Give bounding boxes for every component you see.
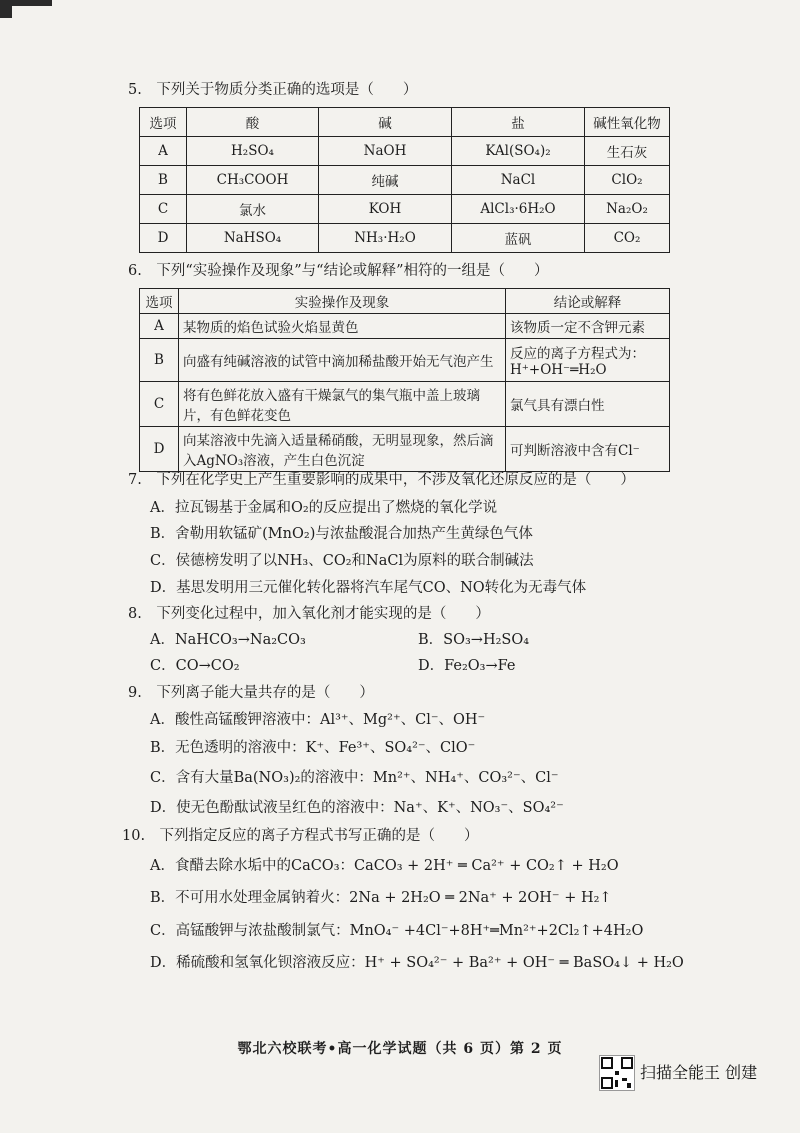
table-cell: NH₃·H₂O xyxy=(319,224,452,253)
table-cell: KAl(SO₄)₂ xyxy=(452,137,585,166)
table-cell: C xyxy=(140,195,187,224)
table-cell: CO₂ xyxy=(585,224,670,253)
q5-stem: 5. 下列关于物质分类正确的选项是（ ） xyxy=(128,82,418,98)
q9-option-d: D．使无色酚酞试液呈红色的溶液中：Na⁺、K⁺、NO₃⁻、SO₄²⁻ xyxy=(150,800,564,816)
q6-stem: 6. 下列“实验操作及现象”与“结论或解释”相符的一组是（ ） xyxy=(128,263,549,279)
table-row xyxy=(140,166,670,195)
table-header: 碱 xyxy=(319,108,452,137)
table-cell: C xyxy=(140,382,179,427)
q10-option-b: B．不可用水处理金属钠着火：2Na + 2H₂O ═ 2Na⁺ + 2OH⁻ + H₂↑ xyxy=(150,890,612,906)
q6-table xyxy=(139,288,670,472)
q8-option-d: D．Fe₂O₃→Fe xyxy=(418,658,516,674)
table-cell: KOH xyxy=(319,195,452,224)
table-cell: 该物质一定不含钾元素 xyxy=(506,314,670,339)
table-header-row xyxy=(140,108,670,137)
table-row xyxy=(140,427,670,472)
table-cell: B xyxy=(140,339,179,382)
table-header-row xyxy=(140,289,670,314)
q10-option-d: D．稀硫酸和氢氧化钡溶液反应：H⁺ + SO₄²⁻ + Ba²⁺ + OH⁻ ═ BaSO₄↓ + H₂O xyxy=(150,955,684,971)
q7-option-b: B．舍勒用软锰矿(MnO₂)与浓盐酸混合加热产生黄绿色气体 xyxy=(150,526,533,542)
table-header: 碱性氧化物 xyxy=(585,108,670,137)
table-cell: Na₂O₂ xyxy=(585,195,670,224)
table-cell: 生石灰 xyxy=(585,137,670,166)
table-cell: NaHSO₄ xyxy=(187,224,319,253)
table-cell: A xyxy=(140,314,179,339)
table-header: 选项 xyxy=(140,108,187,137)
table-header: 选项 xyxy=(140,289,179,314)
q8-stem: 8. 下列变化过程中，加入氧化剂才能实现的是（ ） xyxy=(128,606,490,622)
table-cell: A xyxy=(140,137,187,166)
scan-corner-mark xyxy=(0,0,60,20)
table-cell: ClO₂ xyxy=(585,166,670,195)
table-cell: 向盛有纯碱溶液的试管中滴加稀盐酸开始无气泡产生 xyxy=(179,339,506,382)
scanner-watermark: 扫描全能王 创建 xyxy=(640,1063,758,1082)
q8-option-c: C．CO→CO₂ xyxy=(150,658,240,674)
table-row xyxy=(140,382,670,427)
q10-option-c: C．高锰酸钾与浓盐酸制氯气：MnO₄⁻ +4Cl⁻+8H⁺═Mn²⁺+2Cl₂↑+4H₂O xyxy=(150,923,644,939)
table-row xyxy=(140,224,670,253)
q5-table xyxy=(139,107,670,253)
table-cell: 将有色鲜花放入盛有干燥氯气的集气瓶中盖上玻璃片，有色鲜花变色 xyxy=(179,382,506,427)
table-cell: 向某溶液中先滴入适量稀硝酸，无明显现象，然后滴入AgNO₃溶液，产生白色沉淀 xyxy=(179,427,506,472)
table-cell: 反应的离子方程式为：H⁺+OH⁻═H₂O xyxy=(506,339,670,382)
table-cell: 可判断溶液中含有Cl⁻ xyxy=(506,427,670,472)
table-cell: 氯气具有漂白性 xyxy=(506,382,670,427)
table-cell: 纯碱 xyxy=(319,166,452,195)
table-header: 酸 xyxy=(187,108,319,137)
table-cell: 蓝矾 xyxy=(452,224,585,253)
q7-option-d: D．基思发明用三元催化转化器将汽车尾气CO、NO转化为无毒气体 xyxy=(150,580,587,596)
q7-stem: 7. 下列在化学史上产生重要影响的成果中，不涉及氧化还原反应的是（ ） xyxy=(128,472,635,488)
page-footer: 鄂北六校联考•高一化学试题（共 6 页）第 2 页 xyxy=(237,1041,563,1057)
table-cell: CH₃COOH xyxy=(187,166,319,195)
table-header: 盐 xyxy=(452,108,585,137)
table-cell: D xyxy=(140,427,179,472)
table-cell: NaOH xyxy=(319,137,452,166)
table-row xyxy=(140,195,670,224)
q9-option-c: C．含有大量Ba(NO₃)₂的溶液中：Mn²⁺、NH₄⁺、CO₃²⁻、Cl⁻ xyxy=(150,770,559,786)
q10-stem: 10. 下列指定反应的离子方程式书写正确的是（ ） xyxy=(122,828,479,844)
table-row xyxy=(140,314,670,339)
table-header: 结论或解释 xyxy=(506,289,670,314)
q7-option-a: A．拉瓦锡基于金属和O₂的反应提出了燃烧的氧化学说 xyxy=(150,500,498,516)
q8-option-b: B．SO₃→H₂SO₄ xyxy=(418,632,530,648)
q8-option-a: A．NaHCO₃→Na₂CO₃ xyxy=(150,632,306,648)
table-cell: B xyxy=(140,166,187,195)
table-cell: 氯水 xyxy=(187,195,319,224)
table-cell: D xyxy=(140,224,187,253)
table-cell: NaCl xyxy=(452,166,585,195)
q10-option-a: A．食醋去除水垢中的CaCO₃：CaCO₃ + 2H⁺ ═ Ca²⁺ + CO₂↑ + H₂O xyxy=(150,858,619,874)
q9-option-b: B．无色透明的溶液中：K⁺、Fe³⁺、SO₄²⁻、ClO⁻ xyxy=(150,740,476,756)
q9-option-a: A．酸性高锰酸钾溶液中：Al³⁺、Mg²⁺、Cl⁻、OH⁻ xyxy=(150,712,486,728)
q9-stem: 9. 下列离子能大量共存的是（ ） xyxy=(128,685,374,701)
table-cell: H₂SO₄ xyxy=(187,137,319,166)
table-cell: 某物质的焰色试验火焰显黄色 xyxy=(179,314,506,339)
table-header: 实验操作及现象 xyxy=(179,289,506,314)
qr-code-icon xyxy=(599,1055,635,1091)
q7-option-c: C．侯德榜发明了以NH₃、CO₂和NaCl为原料的联合制碱法 xyxy=(150,553,534,569)
table-row xyxy=(140,339,670,382)
table-row xyxy=(140,137,670,166)
table-cell: AlCl₃·6H₂O xyxy=(452,195,585,224)
